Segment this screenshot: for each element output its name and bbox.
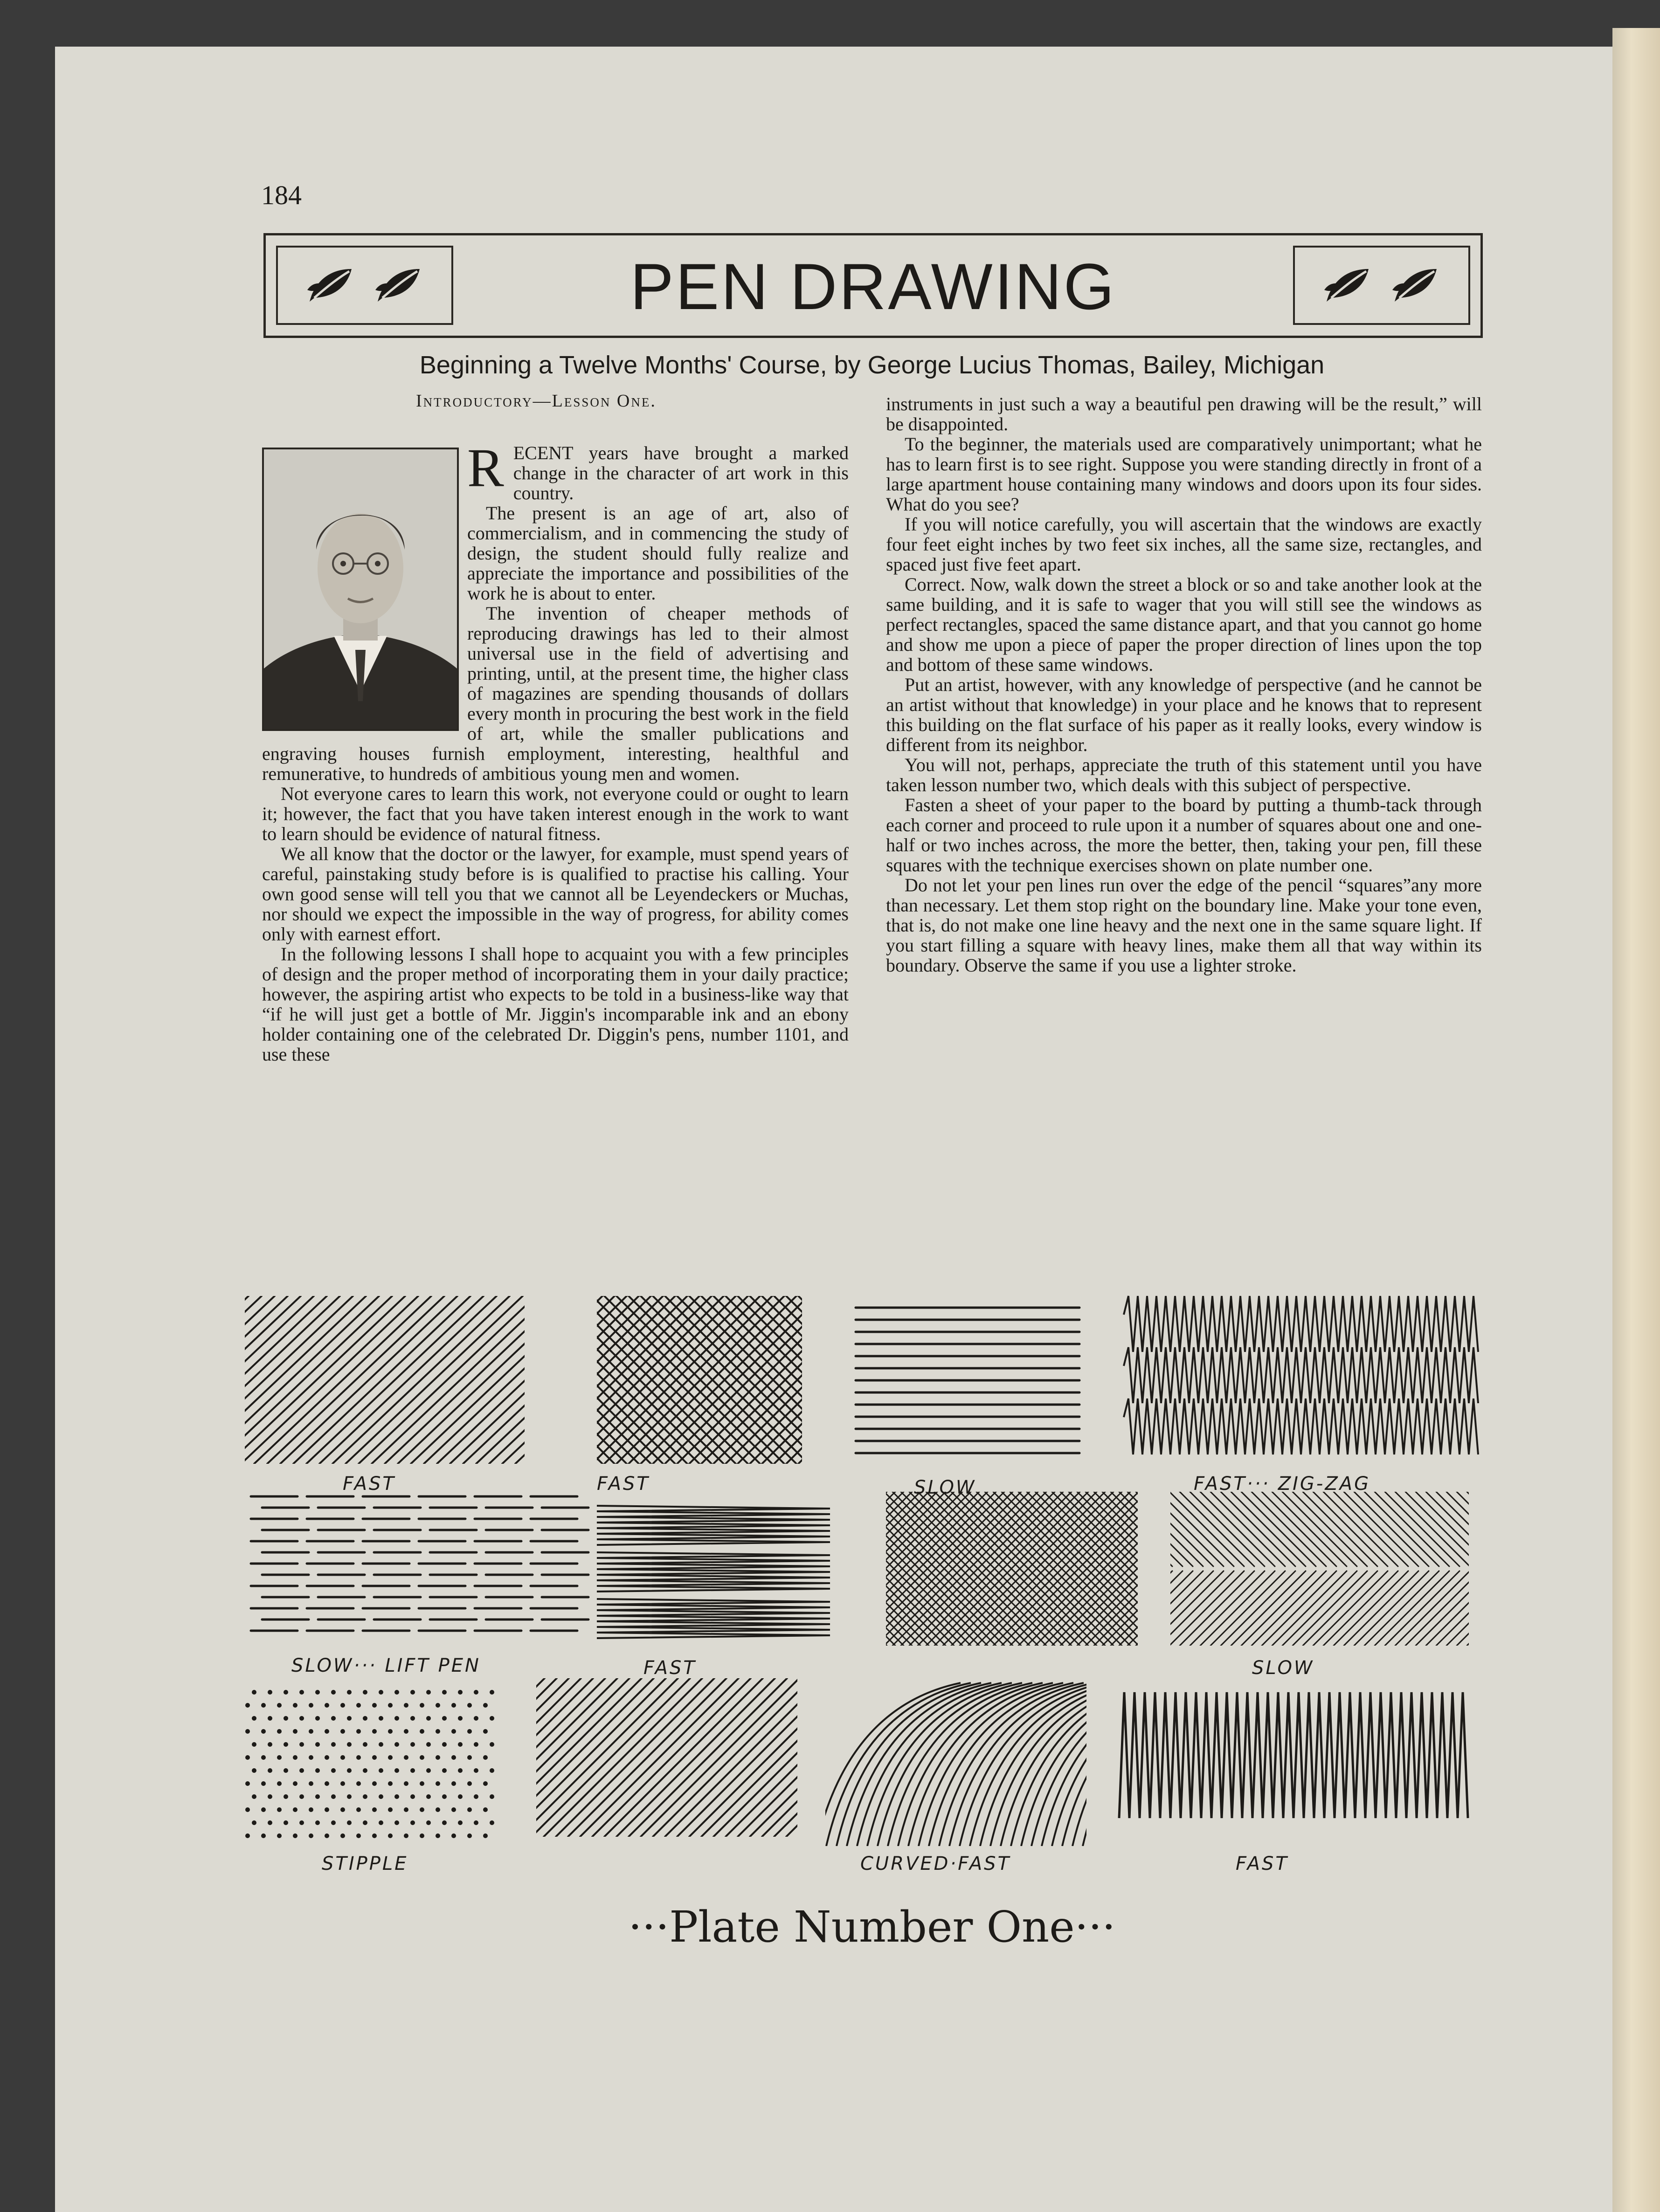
paragraph: The present is an age of art, also of commercialism, and in commencing the study of design, the student should fully realize and appreciate the importance and possibilities of the work he is about to enter. [467,503,849,604]
drop-cap: R [467,437,504,498]
hatch-swatch-curved [816,1683,1258,1846]
hatch-swatch-zigzag [1124,1296,1478,1454]
paragraph: Not everyone cares to learn this work, not everyone could or ought to learn it; however, the fact that you have taken interest enough in the work to want to learn should be evidence of natural fitness. [262,783,849,844]
header-banner [263,233,1483,338]
plate-label: SLOW··· LIFT PEN [291,1655,481,1676]
paragraph: RECENT years have brought a marked change in the character of art work in this country. [467,437,849,503]
leaf-ornament-icon [305,264,356,306]
hatch-swatch-diagonal [233,1296,745,1464]
header-ornament-left [276,246,453,325]
stipple-swatch [245,1690,494,1838]
paragraph: The invention of cheaper methods of reproducing drawings has led to their almost universal use in the field of advertising and printing, until, at the present time, the higher class of magazines are spending thousands of dollars every month in procuring the best work in the field of art, while the smaller publications and engraving houses furnish employment, interesting, healthful and remunerative, to hundreds of ambitious young men and women. [262,603,849,784]
paragraph: Put an artist, however, with any knowledge of perspective (and he cannot be an artist without that knowledge) in your place and he knows that to represent this building on the flat surface of his paper as it really looks, every window is different from its neighbor. [886,674,1482,755]
hatch-swatch-scribble [597,1506,830,1638]
leaf-ornament-icon [1390,264,1441,306]
page-edge [1612,28,1660,2212]
plate-label: SLOW [914,1477,976,1498]
paragraph: Fasten a sheet of your paper to the board by putting a thumb-tack through each corner and proceed to rule upon it a number of squares about one and one-half or two inches across, the more the better, then, taking your pen, fill these squares with the technique exercises shown on plate number one. [886,794,1482,875]
paragraph: In the following lessons I shall hope to acquaint you with a few principles of design and the proper method of incorporating them in your daily practice; however, the aspiring artist who expects to be told in a business-like way that “if he will just get a bottle of Mr. Jiggin's incomparable ink and an ebony holder containing one of the celebrated Dr. Diggin's pens, number 1101, and use these [262,944,849,1065]
plate-label: FAST [343,1473,396,1495]
paragraph: instruments in just such a way a beautiful pen drawing will be the result,” will be disappointed. [886,393,1482,434]
page-title: PEN DRAWING [630,250,1116,323]
technique-plate [233,1287,1501,1883]
section-label: Introductory—Lesson One. [416,391,657,411]
header-ornament-right [1293,246,1470,325]
hatch-swatch-broken-lines [251,1496,588,1631]
paragraph: To the beginner, the materials used are comparatively unimportant; what he has to learn first is to see right. Suppose you were standing directly in front of a large apartment house containing many windows and doors upon its four sides. What do you see? [886,434,1482,515]
page-number: 184 [261,180,302,210]
paragraph: If you will notice carefully, you will ascertain that the windows are exactly four feet eight inches by two feet six inches, all the same size, rectangles, and spaced just five feet apart. [886,514,1482,575]
paragraph: You will not, perhaps, appreciate the truth of this statement until you have taken lesson number two, which deals with this subject of perspective. [886,754,1482,795]
plate-label: FAST [1236,1853,1289,1874]
paragraph: Do not let your pen lines run over the edge of the pencil “squares”any more than necessary. Let them stop right on the boundary line. Make your tone even, that is, do not make one line heavy and the next one in the same square light. If you start filling a square with heavy lines, make them all that way within its boundary. Observe the same if you use a lighter stroke. [886,875,1482,976]
plate-label: STIPPLE [322,1853,408,1874]
plate-caption: ···Plate Number One··· [628,1902,1116,1952]
plate-label: FAST··· ZIG-ZAG [1194,1473,1371,1495]
article-subtitle: Beginning a Twelve Months' Course, by George Lucius Thomas, Bailey, Michigan [419,351,1325,379]
leaf-ornament-icon [1322,264,1373,306]
plate-label: FAST [643,1657,697,1679]
paragraph: We all know that the doctor or the lawyer, for example, must spend years of careful, painstaking study before is is qualified to practise his calling. Your own good sense will tell you that we cannot all be Leyendeckers or Muchas, nor should we expect the impossible in the way of progress, for ability comes only with earnest effort. [262,843,849,944]
hatch-swatch-vertical [1119,1692,1468,1818]
paragraph: Correct. Now, walk down the street a block or so and take another look at the same building, and it is safe to wager that you will still see the windows as perfect rectangles, spaced the same distance apart, and that you cannot go home and show me upon a piece of paper the proper direction of lines upon the top and bottom of these same windows. [886,574,1482,675]
plate-label: SLOW [1252,1657,1314,1679]
text-column-left [262,437,849,1065]
leaf-ornament-icon [373,264,424,306]
plate-label: CURVED·FAST [860,1853,1011,1874]
plate-label: FAST [597,1473,650,1495]
text-column-right [886,394,1482,975]
hatch-swatch-horizontal [856,1308,1079,1453]
hatch-swatch-patches [1077,1492,1501,1646]
